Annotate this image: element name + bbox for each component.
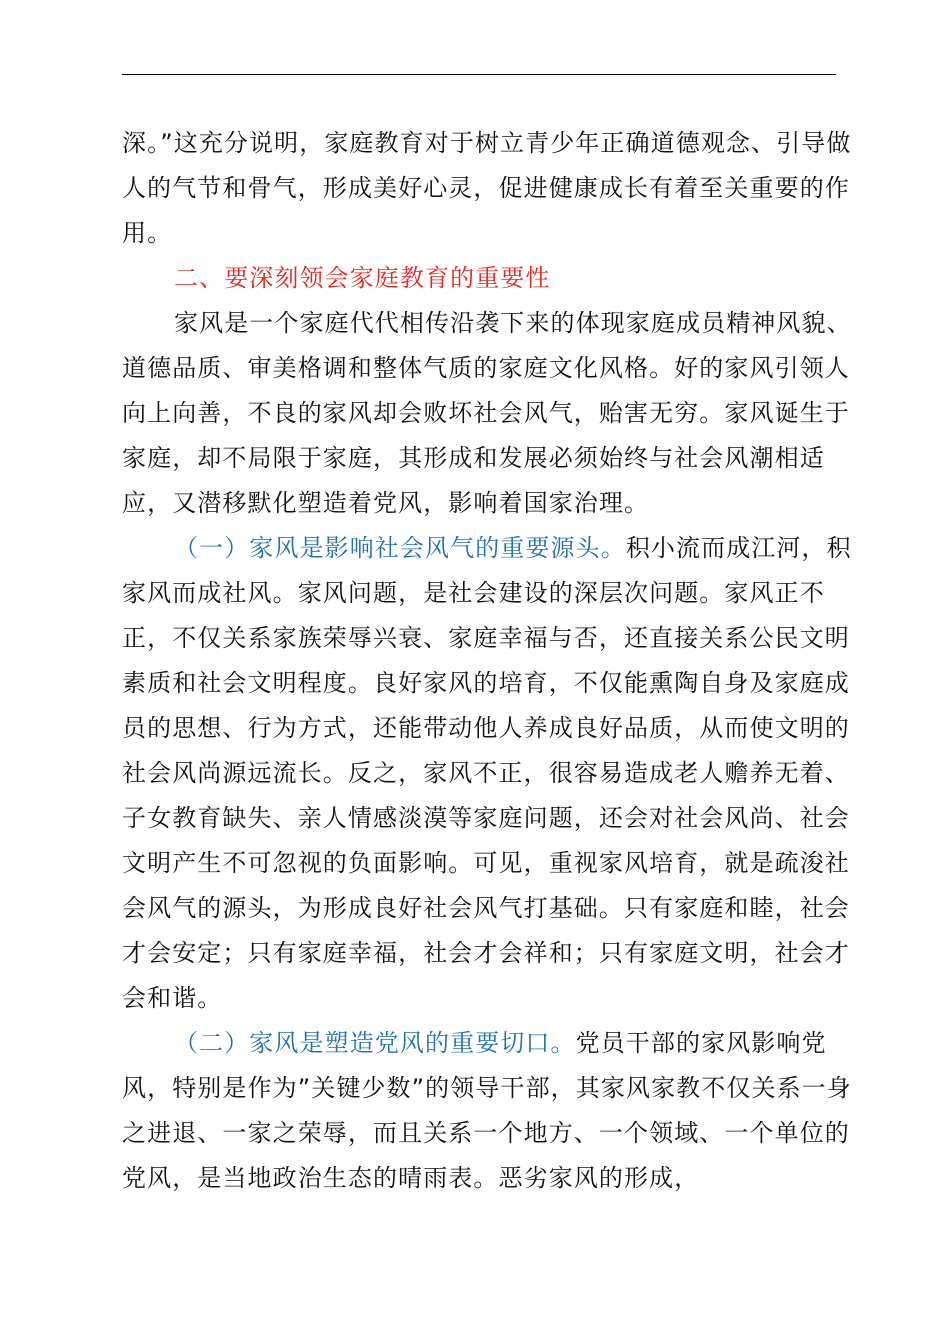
paragraph-subsection-two (122, 1021, 862, 1201)
paragraph-subsection-one (122, 526, 862, 1021)
section-heading-two: 二、要深刻领会家庭教育的重要性 (174, 264, 551, 292)
header-rule (122, 74, 836, 75)
subheading-one: （一）家风是影响社会风气的重要源头。 (174, 534, 626, 562)
subheading-two: （二）家风是塑造党风的重要切口。 (174, 1029, 576, 1057)
subsection-one-body: 积小流而成江河，积家风而成社风。家风问题，是社会建设的深层次问题。家风正不正，不仅关系家族荣辱兴衰、家庭幸福与否，还直接关系公民文明素质和社会文明程度。良好家风的培育，不仅能熏陶自身及家庭成员的思想、行为方式，还能带动他人养成良好品质，从而使文明的社会风尚源远流长。反之，家风不正，很容易造成老人赡养无着、子女教育缺失、亲人情感淡漠等家庭问题，还会对社会风尚、社会文明产生不可忽视的负面影响。可见，重视家风培育，就是疏浚社会风气的源头，为形成良好社会风气打基础。只有家庭和睦，社会才会安定；只有家庭幸福，社会才会祥和；只有家庭文明，社会才会和谐。 (122, 534, 852, 1012)
subsection-two-body: 党员干部的家风影响党风，特别是作为”关键少数”的领导干部，其家风家教不仅关系一身之进退、一家之荣辱，而且关系一个地方、一个领域、一个单位的党风，是当地政治生态的晴雨表。恶劣家风的形成， (122, 1029, 852, 1192)
paragraph-continuation: 深。”这充分说明，家庭教育对于树立青少年正确道德观念、引导做人的气节和骨气，形成美好心灵，促进健康成长有着至关重要的作用。 (122, 129, 852, 247)
document-body (122, 121, 862, 1201)
paragraph-family-style-intro: 家风是一个家庭代代相传沿袭下来的体现家庭成员精神风貌、道德品质、审美格调和整体气质的家庭文化风格。好的家风引领人向上向善，不良的家风却会败坏社会风气，贻害无穷。家风诞生于家庭，却不局限于家庭，其形成和发展必须始终与社会风潮相适应，又潜移默化塑造着党风，影响着国家治理。 (122, 309, 852, 517)
